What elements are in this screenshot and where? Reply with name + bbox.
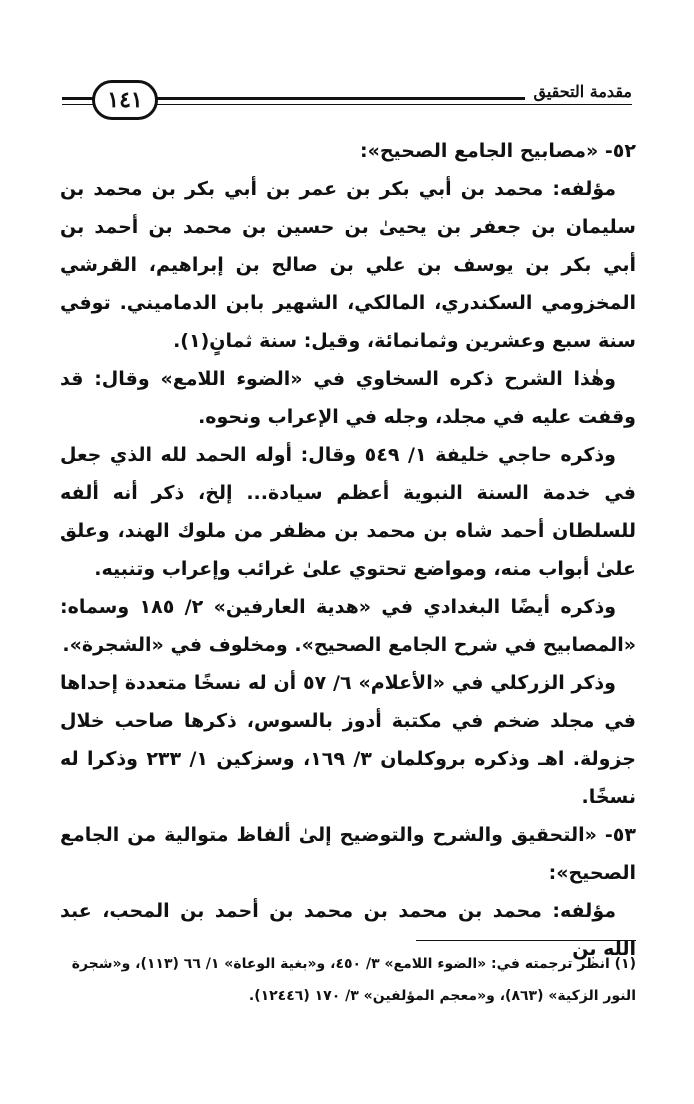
footnote-1: (١) انظر ترجمته في: «الضوء اللامع» ٣/ ٤٥٠، و«بغية الوعاة» ١/ ٦٦ (١١٣)، و«شجرة النور الزكية» (٨٦٣)، و«معجم المؤلفين» ٣/ ١٧٠ (١٢٤٤٦). [71,956,636,1004]
entry-heading-53: ٥٣- «التحقيق والشرح والتوضيح إلىٰ ألفاظ متوالية من الجامع الصحيح»: [60,824,636,884]
paragraph-author-53: مؤلفه: محمد بن محمد بن محمد بن أحمد بن المحب، عبد الله بن [60,900,636,960]
page-number: ١٤١ [92,80,158,120]
paragraph-sakhawi: وهٰذا الشرح ذكره السخاوي في «الضوء اللامع» وقال: قد وقفت عليه في مجلد، وجله في الإعراب ونحوه. [60,368,636,428]
running-title: مقدمة التحقيق [525,82,632,101]
paragraph-author-52: مؤلفه: محمد بن أبي بكر بن عمر بن أبي بكر بن محمد بن سليمان بن جعفر بن يحيىٰ بن حسين بن محمد بن أحمد بن أبي بكر بن يوسف بن علي بن صالح بن إبراهيم، القرشي المخزومي السكندري، المالكي، الشهير بابن الدماميني. توفي سنة سبع وعشرين وثمانمائة، وقيل: سنة ثمانٍ(١). [60,178,636,352]
footnote-separator [416,940,636,941]
footnotes [60,948,636,1012]
page-header [62,80,632,124]
paragraph-zirikli: وذكر الزركلي في «الأعلام» ٦/ ٥٧ أن له نسخًا متعددة إحداها في مجلد ضخم في مكتبة أدوز بالسوس، ذكرها صاحب خلال جزولة. اهـ وذكره بروكلمان ٣/ ١٦٩، وسزكين ١/ ٢٣٣ وذكرا له نسخًا. [60,672,636,808]
paragraph-baghdadi: وذكره أيضًا البغدادي في «هدية العارفين» ٢/ ١٨٥ وسماه: «المصابيح في شرح الجامع الصحيح». ومخلوف في «الشجرة». [60,596,636,656]
paragraph-haji-khalifa: وذكره حاجي خليفة ١/ ٥٤٩ وقال: أوله الحمد لله الذي جعل في خدمة السنة النبوية أعظم سيادة... إلخ، ذكر أنه ألفه للسلطان أحمد شاه بن محمد بن مظفر من ملوك الهند، وعلق علىٰ أبواب منه، ومواضع تحتوي علىٰ غرائب وإعراب وتنبيه. [60,444,636,580]
main-text [60,132,636,968]
entry-heading-52: ٥٢- «مصابيح الجامع الصحيح»: [359,140,636,162]
